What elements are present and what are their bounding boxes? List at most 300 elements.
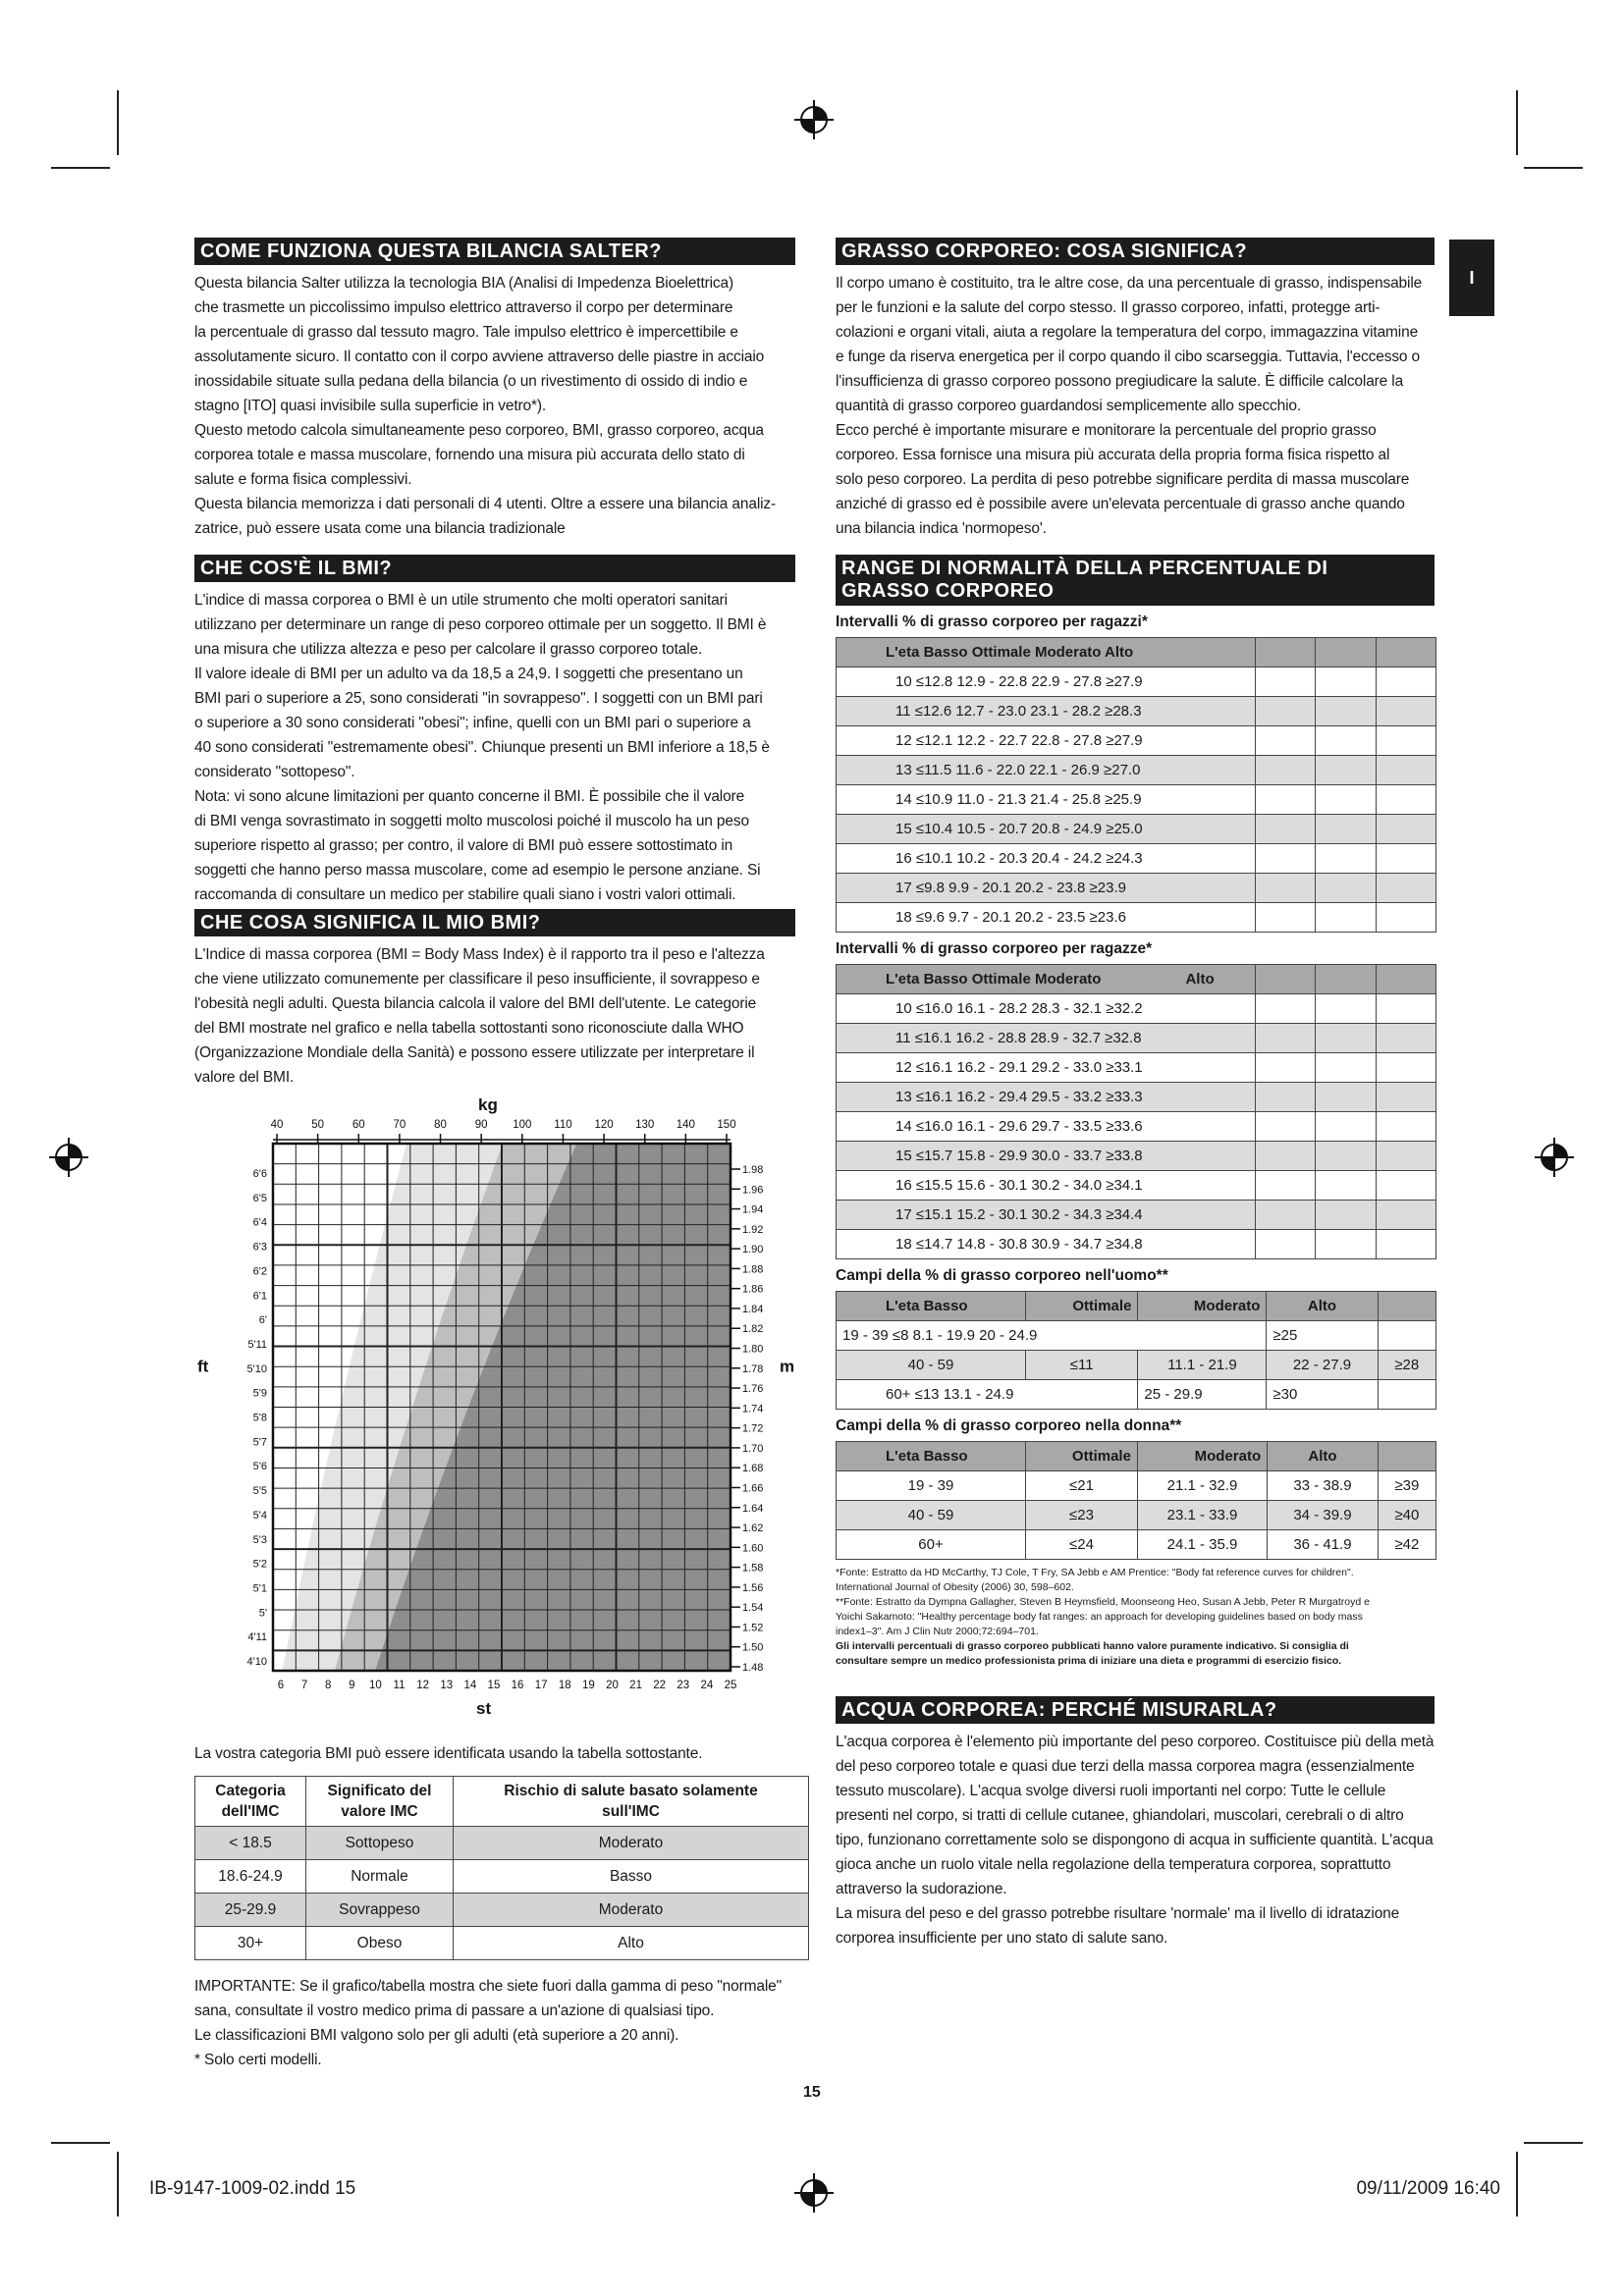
text-line: una bilancia indica 'normopeso'. [836, 520, 1047, 537]
crop-mark [1524, 2142, 1583, 2144]
ft-tick-label: 4'11 [247, 1631, 267, 1644]
table-cell: Moderato [454, 1827, 809, 1860]
text-line: salute e forma fisica complessivi. [194, 471, 412, 488]
m-tick-label: 1.88 [742, 1263, 764, 1276]
crop-mark [1524, 167, 1583, 169]
slug-filename: IB-9147-1009-02.indd 15 [149, 2178, 356, 2199]
m-tick-label: 1.76 [742, 1383, 764, 1396]
m-tick-label: 1.78 [742, 1362, 764, 1375]
table-cell [1316, 1171, 1376, 1201]
crop-mark [51, 167, 110, 169]
crop-mark [1516, 90, 1518, 155]
table-cell: 15 ≤15.7 15.8 - 29.9 30.0 - 33.7 ≥33.8 [837, 1142, 1256, 1171]
st-tick-label: 14 [463, 1680, 477, 1691]
footnote-line: International Journal of Obesity (2006) 30, 598–602. [836, 1581, 1074, 1593]
text-line: L'indice di massa corporea o BMI è un utile strumento che molti operatori sanitari [194, 592, 728, 609]
table-cell [1256, 874, 1316, 903]
ft-axis-label: ft [197, 1357, 209, 1376]
ft-tick-label: 5'8 [252, 1412, 267, 1424]
table-cell [1316, 1083, 1376, 1112]
right-column [836, 238, 1435, 1964]
registration-mark-icon [47, 1136, 90, 1179]
men-table [836, 1291, 1436, 1410]
st-tick-label: 13 [440, 1680, 454, 1691]
m-tick-label: 1.84 [742, 1303, 764, 1315]
table-cell [1256, 667, 1316, 697]
table-row [837, 903, 1436, 933]
table-cell: 18 ≤9.6 9.7 - 20.1 20.2 - 23.5 ≥23.6 [837, 903, 1256, 933]
table-cell [1256, 726, 1316, 756]
table-row [837, 1112, 1436, 1142]
girls-table [836, 964, 1436, 1259]
text-line: quantità di grasso corporeo guardandosi semplicemente allo specchio. [836, 398, 1302, 414]
text-line: tipo, funzionano correttamente solo se dispongono di acqua in sufficiente quantità. L'acqua [836, 1832, 1434, 1848]
ft-tick-label: 6'6 [252, 1168, 267, 1180]
table-cell [1256, 638, 1316, 667]
text-line: IMPORTANTE: Se il grafico/tabella mostra che siete fuori dalla gamma di peso "normale" [194, 1978, 782, 1995]
table-cell: 36 - 41.9 [1268, 1530, 1379, 1560]
range-heading-line: GRASSO CORPOREO [841, 580, 1055, 602]
body-fat-text [836, 271, 1435, 541]
m-tick-label: 1.64 [742, 1502, 764, 1515]
table-cell [1378, 1321, 1435, 1351]
what-is-bmi-heading: CHE COS'È IL BMI? [194, 555, 795, 582]
table-cell [1376, 965, 1435, 994]
table-cell [1316, 874, 1376, 903]
table-cell: 17 ≤9.8 9.9 - 20.1 20.2 - 23.8 ≥23.9 [837, 874, 1256, 903]
kg-tick-label: 110 [554, 1119, 572, 1131]
table-cell [1256, 903, 1316, 933]
text-line: solo peso corporeo. La perdita di peso potrebbe significare perdita di massa muscolare [836, 471, 1410, 488]
table-cell [1316, 965, 1376, 994]
text-line: e funge da riserva energetica per il corpo quando il cibo scarseggia. Tuttavia, l'eccesso o [836, 348, 1421, 365]
m-tick-label: 1.56 [742, 1581, 764, 1594]
table-row [837, 1053, 1436, 1083]
table-cell: Obeso [306, 1927, 454, 1960]
boys-table-title: Intervalli % di grasso corporeo per ragazzi* [836, 614, 1148, 630]
table-cell [1378, 1292, 1435, 1321]
table-cell [1256, 1201, 1316, 1230]
m-tick-label: 1.94 [742, 1203, 764, 1216]
text-line: * Solo certi modelli. [194, 2052, 322, 2068]
table-cell: Alto [454, 1927, 809, 1960]
kg-tick-label: 130 [635, 1119, 655, 1131]
table-cell [1376, 667, 1435, 697]
table-cell: Alto [1267, 1292, 1378, 1321]
text-line: presenti nel corpo, si tratti di cellule cutanee, ghiandolari, muscolari, cerebrali o di altro [836, 1807, 1404, 1824]
table-cell [1316, 1142, 1376, 1171]
table-cell: 16 ≤10.1 10.2 - 20.3 20.4 - 24.2 ≥24.3 [837, 844, 1256, 874]
table-cell [1376, 638, 1435, 667]
table-cell: ≥30 [1267, 1380, 1378, 1410]
table-cell: 19 - 39 [837, 1471, 1026, 1501]
table-cell [1256, 1083, 1316, 1112]
table-row [837, 1171, 1436, 1201]
boys-header: L'eta Basso Ottimale Moderato Alto [837, 638, 1256, 667]
table-cell [1256, 1053, 1316, 1083]
m-tick-label: 1.96 [742, 1184, 764, 1197]
table-cell [1256, 1024, 1316, 1053]
table-cell: 60+ ≤13 13.1 - 24.9 [837, 1380, 1138, 1410]
st-tick-label: 7 [300, 1680, 308, 1691]
ft-tick-label: 5'4 [252, 1509, 267, 1522]
kg-tick-label: 80 [434, 1119, 447, 1131]
table-cell: Basso [454, 1860, 809, 1894]
table-cell [1376, 1083, 1435, 1112]
table-cell: ≤23 [1026, 1501, 1138, 1530]
table-cell [1376, 697, 1435, 726]
table-cell: Sottopeso [306, 1827, 454, 1860]
table-row [195, 1894, 809, 1927]
table-row [837, 1471, 1436, 1501]
table-cell: ≥40 [1378, 1501, 1435, 1530]
table-cell: 25 - 29.9 [1138, 1380, 1267, 1410]
water-heading: ACQUA CORPOREA: PERCHÉ MISURARLA? [836, 1696, 1435, 1724]
m-tick-label: 1.92 [742, 1223, 764, 1236]
ft-tick-label: 6'2 [252, 1265, 267, 1278]
text-line: colazioni e organi vitali, aiuta a regolare la temperatura del corpo, immagazzina vitamine [836, 324, 1419, 341]
table-cell: Moderato [1138, 1292, 1267, 1321]
table-cell: 14 ≤16.0 16.1 - 29.6 29.7 - 33.5 ≥33.6 [837, 1112, 1256, 1142]
table-cell [1316, 1230, 1376, 1259]
text-line: Le classificazioni BMI valgono solo per gli adulti (età superiore a 20 anni). [194, 2027, 679, 2044]
ft-tick-label: 5'11 [247, 1338, 267, 1351]
table-row [837, 1024, 1436, 1053]
footnote-line: *Fonte: Estratto da HD McCarthy, TJ Cole, T Fry, SA Jebb e AM Prentice: "Body fat reference curves for children". [836, 1567, 1354, 1578]
text-line: 40 sono considerati "estremamente obesi". Chiunque presenti un BMI inferiore a 18,5 è [194, 739, 770, 756]
st-tick-label: 6 [277, 1680, 285, 1691]
text-line: Questa bilancia Salter utilizza la tecnologia BIA (Analisi di Impedenza Bioelettrica) [194, 275, 733, 292]
table-cell [1256, 1142, 1316, 1171]
table-cell: ≤24 [1026, 1530, 1138, 1560]
how-it-works-text [194, 271, 795, 541]
m-tick-label: 1.74 [742, 1403, 764, 1415]
footnote-line: Gli intervalli percentuali di grasso corporeo pubblicati hanno valore puramente indicativo. Si consiglia di [836, 1640, 1349, 1652]
st-tick-label: 18 [558, 1680, 571, 1691]
table-cell [1316, 1053, 1376, 1083]
table-cell [1376, 874, 1435, 903]
table-cell [1316, 756, 1376, 785]
table-row [837, 844, 1436, 874]
table-cell: ≥42 [1378, 1530, 1435, 1560]
text-line: per le funzioni e la salute del corpo stesso. Il grasso corporeo, infatti, protegge arti- [836, 299, 1380, 316]
important-note [194, 1974, 823, 2072]
ft-tick-label: 5'3 [252, 1533, 267, 1546]
table-cell [1316, 697, 1376, 726]
text-line: zatrice, può essere usata come una bilancia tradizionale [194, 520, 566, 537]
table-cell [1376, 815, 1435, 844]
table-cell: L'eta Basso [837, 1292, 1026, 1321]
table-cell: 60+ [837, 1530, 1026, 1560]
table-row [837, 726, 1436, 756]
table-cell: 23.1 - 33.9 [1137, 1501, 1267, 1530]
m-tick-label: 1.90 [742, 1244, 764, 1256]
kg-tick-label: 140 [676, 1119, 695, 1131]
text-line: soggetti che hanno perso massa muscolare, come ad esempio le persone anziane. Si [194, 862, 761, 879]
table-cell [1316, 638, 1376, 667]
table-cell [1256, 785, 1316, 815]
text-line: l'obesità negli adulti. Questa bilancia calcola il valore del BMI dell'utente. Le categorie [194, 995, 757, 1012]
table-cell [1256, 697, 1316, 726]
table-cell: 30+ [195, 1927, 306, 1960]
table-cell [1376, 785, 1435, 815]
text-line: gioca anche un ruolo vitale nella regolazione della temperatura corporea, soprattutto [836, 1856, 1391, 1873]
bmi-chart-svg [194, 1095, 823, 1723]
ft-tick-label: 5' [258, 1607, 267, 1620]
m-tick-label: 1.50 [742, 1641, 764, 1654]
bmi-chart [194, 1095, 823, 1723]
st-tick-label: 22 [653, 1680, 667, 1691]
m-tick-label: 1.60 [742, 1542, 764, 1555]
table-cell [1316, 785, 1376, 815]
kg-tick-label: 60 [352, 1119, 365, 1131]
table-cell: 18 ≤14.7 14.8 - 30.8 30.9 - 34.7 ≥34.8 [837, 1230, 1256, 1259]
table-cell: ≥39 [1378, 1471, 1435, 1501]
text-line: Ecco perché è importante misurare e monitorare la percentuale del proprio grasso [836, 422, 1377, 439]
table-cell [1316, 994, 1376, 1024]
text-line: tessuto muscolare). L'acqua svolge diversi ruoli importanti nel corpo: Tutte le cellule [836, 1783, 1386, 1799]
table-cell: 24.1 - 35.9 [1137, 1530, 1267, 1560]
table-cell: Normale [306, 1860, 454, 1894]
table-cell: 13 ≤16.1 16.2 - 29.4 29.5 - 33.2 ≥33.3 [837, 1083, 1256, 1112]
m-tick-label: 1.86 [742, 1283, 764, 1296]
water-text [836, 1730, 1435, 1950]
table-row [837, 1230, 1436, 1259]
registration-mark-icon [1533, 1136, 1576, 1179]
text-line: l'insufficienza di grasso corporeo possono pregiudicare la salute. È difficile calcolare la [836, 373, 1404, 390]
table-cell: 17 ≤15.1 15.2 - 30.1 30.2 - 34.3 ≥34.4 [837, 1201, 1256, 1230]
table-cell: 12 ≤12.1 12.2 - 22.7 22.8 - 27.8 ≥27.9 [837, 726, 1256, 756]
range-heading [836, 555, 1435, 606]
table-row [837, 874, 1436, 903]
ft-tick-label: 6'1 [252, 1290, 267, 1303]
ft-tick-label: 5'5 [252, 1485, 267, 1498]
text-line: (Organizzazione Mondiale della Sanità) e possono essere utilizzate per interpretare il [194, 1044, 755, 1061]
table-row [837, 1530, 1436, 1560]
table-cell: Ottimale [1026, 1442, 1138, 1471]
how-it-works-heading: COME FUNZIONA QUESTA BILANCIA SALTER? [194, 238, 795, 265]
text-line: superiore rispetto al grasso; per contro, il valore di BMI può essere sottostimato in [194, 837, 733, 854]
table-cell [1256, 815, 1316, 844]
footnote-line: consultare sempre un medico professionista prima di iniziare una dieta e programmi di esercizio fisico. [836, 1655, 1342, 1667]
table-cell [1376, 1171, 1435, 1201]
table-cell [1256, 965, 1316, 994]
crop-mark [117, 90, 119, 155]
text-line: che viene utilizzato comunemente per classificare il peso insufficiente, il sovrappeso e [194, 971, 760, 988]
boys-table [836, 637, 1436, 933]
kg-tick-label: 70 [393, 1119, 406, 1131]
ft-tick-label: 6'3 [252, 1241, 267, 1254]
women-table [836, 1441, 1436, 1560]
girls-header: L'eta Basso Ottimale Moderato Alto [837, 965, 1256, 994]
text-line: valore del BMI. [194, 1069, 295, 1086]
table-cell [1316, 844, 1376, 874]
table-cell: 10 ≤16.0 16.1 - 28.2 28.3 - 32.1 ≥32.2 [837, 994, 1256, 1024]
ft-tick-label: 6'4 [252, 1216, 267, 1229]
table-row [837, 1380, 1436, 1410]
table-cell: Alto [1268, 1442, 1379, 1471]
table-cell [1376, 1053, 1435, 1083]
m-tick-label: 1.48 [742, 1662, 764, 1674]
m-tick-label: 1.98 [742, 1164, 764, 1176]
table-cell: 11 ≤12.6 12.7 - 23.0 23.1 - 28.2 ≥28.3 [837, 697, 1256, 726]
table-cell: 18.6-24.9 [195, 1860, 306, 1894]
table-cell: 25-29.9 [195, 1894, 306, 1927]
table-cell [1316, 726, 1376, 756]
kg-tick-label: 100 [513, 1119, 532, 1131]
table-cell [1316, 1024, 1376, 1053]
girls-table-title: Intervalli % di grasso corporeo per ragazze* [836, 940, 1153, 957]
table-row [837, 785, 1436, 815]
text-line: Il valore ideale di BMI per un adulto va da 18,5 a 24,9. I soggetti che presentano un [194, 666, 743, 682]
crop-mark [1516, 2152, 1518, 2216]
table-cell [1376, 1230, 1435, 1259]
language-tab: I [1449, 240, 1494, 316]
table-row [837, 697, 1436, 726]
registration-mark-icon [792, 2171, 836, 2215]
table-cell [1316, 815, 1376, 844]
table-cell [1256, 994, 1316, 1024]
st-axis-label: st [476, 1699, 492, 1718]
text-line: del peso corporeo totale e quasi due terzi della massa corporea magra (essenzialmente [836, 1758, 1415, 1775]
table-cell: Moderato [1137, 1442, 1267, 1471]
body-fat-heading: GRASSO CORPOREO: COSA SIGNIFICA? [836, 238, 1435, 265]
table-row [837, 1351, 1436, 1380]
st-tick-label: 19 [581, 1680, 595, 1691]
table-cell [1378, 1380, 1435, 1410]
table-row [195, 1827, 809, 1860]
men-table-title: Campi della % di grasso corporeo nell'uomo** [836, 1267, 1168, 1284]
st-tick-label: 12 [416, 1680, 430, 1691]
text-line: Questa bilancia memorizza i dati personali di 4 utenti. Oltre a essere una bilancia analiz- [194, 496, 777, 512]
table-cell: 13 ≤11.5 11.6 - 22.0 22.1 - 26.9 ≥27.0 [837, 756, 1256, 785]
table-cell: ≥28 [1378, 1351, 1435, 1380]
table-cell [1376, 1142, 1435, 1171]
table-cell [1376, 844, 1435, 874]
table-cell: 19 - 39 ≤8 8.1 - 19.9 20 - 24.9 [837, 1321, 1267, 1351]
table-row [837, 1321, 1436, 1351]
st-tick-label: 20 [606, 1680, 619, 1691]
table-cell: 16 ≤15.5 15.6 - 30.1 30.2 - 34.0 ≥34.1 [837, 1171, 1256, 1201]
table-cell [1376, 726, 1435, 756]
bmi-intro: La vostra categoria BMI può essere identificata usando la tabella sottostante. [194, 1745, 703, 1762]
st-tick-label: 9 [349, 1680, 355, 1691]
left-column [194, 238, 795, 1103]
table-cell: ≤21 [1026, 1471, 1138, 1501]
table-cell: 10 ≤12.8 12.9 - 22.8 22.9 - 27.8 ≥27.9 [837, 667, 1256, 697]
kg-tick-label: 150 [717, 1119, 736, 1131]
text-line: La misura del peso e del grasso potrebbe risultare 'normale' ma il livello di idratazione [836, 1905, 1400, 1922]
table-cell [1316, 903, 1376, 933]
table-cell [1316, 1112, 1376, 1142]
st-tick-label: 23 [677, 1680, 690, 1691]
table-cell: 40 - 59 [837, 1351, 1026, 1380]
table-cell: Moderato [454, 1894, 809, 1927]
st-tick-label: 10 [369, 1680, 382, 1691]
m-tick-label: 1.72 [742, 1422, 764, 1435]
table-cell [1256, 1230, 1316, 1259]
table-row [837, 1201, 1436, 1230]
table-cell: 11 ≤16.1 16.2 - 28.8 28.9 - 32.7 ≥32.8 [837, 1024, 1256, 1053]
bmi-table [194, 1776, 809, 1960]
text-line: corporea totale e massa muscolare, fornendo una misura più accurata dello stato di [194, 447, 745, 463]
text-line: attraverso la sudorazione. [836, 1881, 1007, 1897]
table-row [837, 1142, 1436, 1171]
m-tick-label: 1.80 [742, 1343, 764, 1356]
m-tick-label: 1.52 [742, 1622, 764, 1634]
footnote-line: **Fonte: Estratto da Dympna Gallagher, Steven B Heymsfield, Moonseong Heo, Susan A Jebb, Peter R Murgatroyd e [836, 1596, 1370, 1608]
m-tick-label: 1.58 [742, 1562, 764, 1575]
m-tick-label: 1.66 [742, 1482, 764, 1495]
my-bmi-text [194, 942, 795, 1090]
table-cell: 21.1 - 32.9 [1137, 1471, 1267, 1501]
table-row [837, 667, 1436, 697]
kg-tick-label: 90 [474, 1119, 488, 1131]
table-cell [1376, 903, 1435, 933]
text-line: utilizzano per determinare un range di peso corporeo ottimale per un soggetto. Il BMI è [194, 616, 767, 633]
footnote-line: Yoichi Sakamoto: "Healthy percentage body fat ranges: an approach for developing guidelines based on body mass [836, 1611, 1363, 1623]
table-cell: 33 - 38.9 [1268, 1471, 1379, 1501]
ft-tick-label: 5'9 [252, 1387, 267, 1400]
table-cell: < 18.5 [195, 1827, 306, 1860]
text-line: Il corpo umano è costituito, tra le altre cose, da una percentuale di grasso, indispensabile [836, 275, 1423, 292]
table-row [837, 1083, 1436, 1112]
table-row [195, 1927, 809, 1960]
table-cell: 34 - 39.9 [1268, 1501, 1379, 1530]
table-cell [1256, 1171, 1316, 1201]
text-line: sana, consultate il vostro medico prima di passare a un'azione di qualsiasi tipo. [194, 2002, 715, 2019]
ft-tick-label: 6'5 [252, 1192, 267, 1204]
st-tick-label: 24 [700, 1680, 714, 1691]
table-cell [1316, 1201, 1376, 1230]
ft-tick-label: 5'7 [252, 1436, 267, 1449]
m-tick-label: 1.62 [742, 1522, 764, 1535]
text-line: del BMI mostrate nel grafico e nella tabella sottostanti sono riconosciute dalla WHO [194, 1020, 744, 1037]
text-line: raccomanda di consultare un medico per stabilire quali siano i vostri valori ottimali. [194, 886, 736, 903]
table-cell [1376, 994, 1435, 1024]
crop-mark [51, 2142, 110, 2144]
range-heading-line: RANGE DI NORMALITÀ DELLA PERCENTUALE DI [841, 558, 1328, 579]
text-line: di BMI venga sovrastimato in soggetti molto muscolosi poiché il muscolo ha un peso [194, 813, 749, 829]
women-table-title: Campi della % di grasso corporeo nella donna** [836, 1417, 1182, 1434]
bmi-th-category: Categoria dell'IMC [195, 1777, 306, 1827]
footnote-line: index1–3". Am J Clin Nutr 2000;72:694–701. [836, 1626, 1039, 1637]
table-row [837, 756, 1436, 785]
table-row [837, 994, 1436, 1024]
text-line: una misura che utilizza altezza e peso per calcolare il grasso corporeo totale. [194, 641, 703, 658]
st-tick-label: 11 [393, 1680, 406, 1691]
st-tick-label: 21 [629, 1680, 642, 1691]
st-tick-label: 15 [487, 1680, 501, 1691]
m-tick-label: 1.70 [742, 1442, 764, 1455]
ft-tick-label: 5'1 [252, 1582, 267, 1595]
text-line: la percentuale di grasso dal tessuto magro. Tale impulso elettrico è impercettibile e [194, 324, 738, 341]
kg-axis-label: kg [478, 1095, 498, 1114]
table-cell: Ottimale [1026, 1292, 1138, 1321]
table-cell: 40 - 59 [837, 1501, 1026, 1530]
st-tick-label: 8 [325, 1680, 332, 1691]
table-cell [1376, 1024, 1435, 1053]
text-line: o superiore a 30 sono considerati "obesi"; infine, quelli con un BMI pari o superiore a [194, 715, 751, 731]
text-line: Questo metodo calcola simultaneamente peso corporeo, BMI, grasso corporeo, acqua [194, 422, 764, 439]
text-line: considerato "sottopeso". [194, 764, 355, 780]
table-cell: 11.1 - 21.9 [1138, 1351, 1267, 1380]
st-tick-label: 17 [534, 1680, 548, 1691]
text-line: BMI pari o superiore a 25, sono considerati "in sovrappeso". I soggetti con un BMI pari [194, 690, 763, 707]
table-cell: L'eta Basso [837, 1442, 1026, 1471]
m-tick-label: 1.68 [742, 1463, 764, 1475]
text-line: corporeo. Essa fornisce una misura più accurata della propria forma fisica rispetto al [836, 447, 1390, 463]
